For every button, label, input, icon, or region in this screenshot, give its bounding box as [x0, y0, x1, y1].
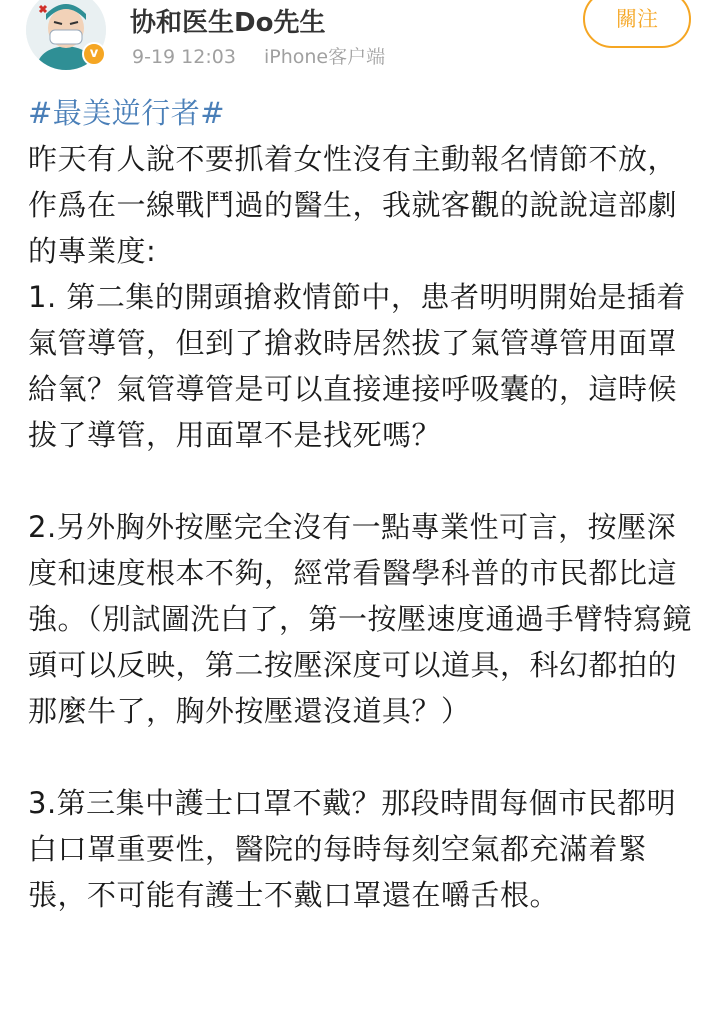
post-intro: 昨天有人說不要抓着女性沒有主動報名情節不放，作爲在一線戰鬥過的醫生，我就客觀的說說這部劇的專業度:: [28, 142, 678, 268]
post-point-3: 3.第三集中護士口罩不戴？那段時間每個市民都明白口罩重要性，醫院的每時每刻空氣都充滿着緊張，不可能有護士不戴口罩還在嚼舌根。: [28, 786, 677, 912]
post-body: [28, 90, 698, 918]
post-meta: [132, 42, 385, 69]
verified-badge-icon: v: [82, 42, 106, 66]
post-source: iPhone客户端: [263, 46, 386, 68]
hashtag-link[interactable]: #最美逆行者#: [28, 96, 226, 130]
post-point-2: 2.另外胸外按壓完全沒有一點專業性可言，按壓深度和速度根本不夠，經常看醫學科普的市民都比這強。（別試圖洗白了，第一按壓速度通過手臂特寫鏡頭可以反映，第二按壓深度可以道具，科幻都拍的那麼牛了，胸外按壓還沒道具？）: [28, 510, 693, 728]
post-time: 9-19 12:03: [132, 46, 236, 68]
follow-button[interactable]: 關注: [583, 0, 691, 48]
post-point-1: 1. 第二集的開頭搶救情節中，患者明明開始是插着氣管導管，但到了搶救時居然拔了氣管導管用面罩給氧？氣管導管是可以直接連接呼吸囊的，這時候拔了導管，用面罩不是找死嗎？: [28, 280, 686, 452]
post-header: [0, 0, 722, 80]
author-name[interactable]: 协和医生Do先生: [130, 8, 326, 38]
